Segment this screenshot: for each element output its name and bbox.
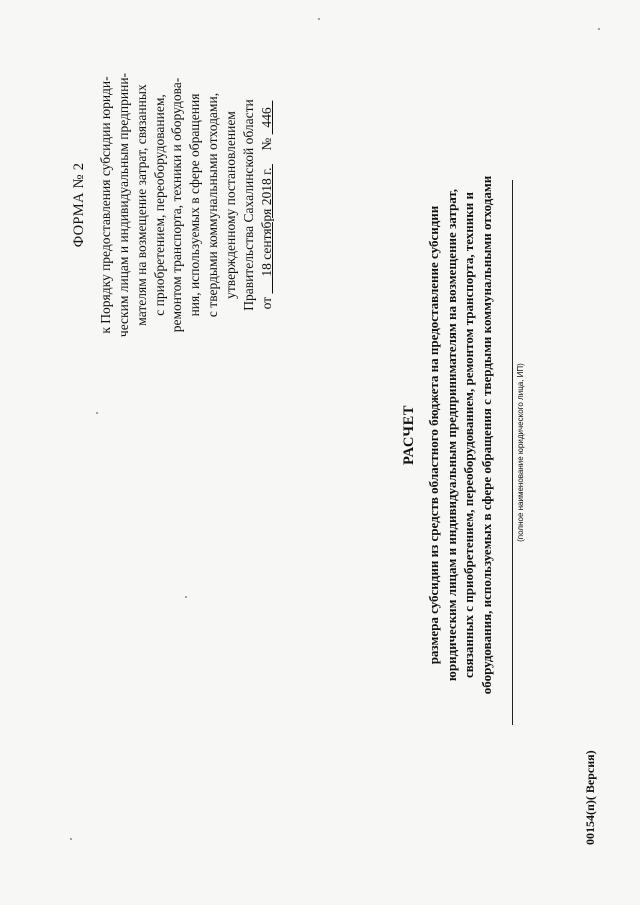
appendix-line: ремонтом транспорта, техники и оборудова- (169, 77, 185, 333)
appendix-lines (97, 45, 257, 365)
title-line: оборудования, используемых в сфере обращения с твердыми коммунальными отходами (478, 175, 494, 695)
fullname-caption: (полное наименование юридического лица, ИП) (516, 363, 525, 542)
resolution-date: 18 сентября 2018 г. (259, 167, 275, 277)
scan-speck (318, 18, 320, 20)
resolution-number: 446 (259, 107, 275, 128)
page-title: РАСЧЕТ (401, 405, 417, 465)
scan-speck (598, 28, 600, 30)
document-code: 00154(п)( Версия) (583, 750, 597, 845)
appendix-line: с приобретением, переоборудованием, (151, 94, 167, 316)
appendix-line: Правительства Сахалинской области (240, 99, 256, 311)
appendix-line: утвержденному постановлением (222, 111, 238, 299)
scan-speck (185, 596, 187, 598)
title-block (400, 115, 495, 755)
scan-speck (70, 838, 72, 840)
appendix-line: ческим лицам и индивидуальным предприни- (115, 72, 131, 338)
appendix-line: мателям на возмещение затрат, связанных (133, 84, 149, 326)
title-line: юридическим лицам и индивидуальным предпринимателям на возмещение затрат, (443, 188, 459, 682)
scan-speck (96, 412, 98, 414)
fullname-underline (512, 180, 513, 725)
appendix-line: к Порядку предоставления субсидии юриди- (98, 76, 114, 334)
title-line: размера субсидии из средств областного бюджета на предоставление субсидии (426, 205, 442, 665)
number-prefix: № (259, 137, 275, 151)
resolution-date-line (258, 45, 276, 365)
appendix-line: с твердыми коммунальными отходами, (205, 92, 220, 318)
appendix-line: ния, используемых в сфере обращения (187, 93, 203, 317)
form-number: ФОРМА № 2 (71, 162, 87, 248)
from-prefix: от (259, 296, 275, 310)
title-line: связанных с приобретением, переоборудованием, ремонтом транспорта, техники и (461, 192, 477, 678)
appendix-block (70, 45, 276, 365)
